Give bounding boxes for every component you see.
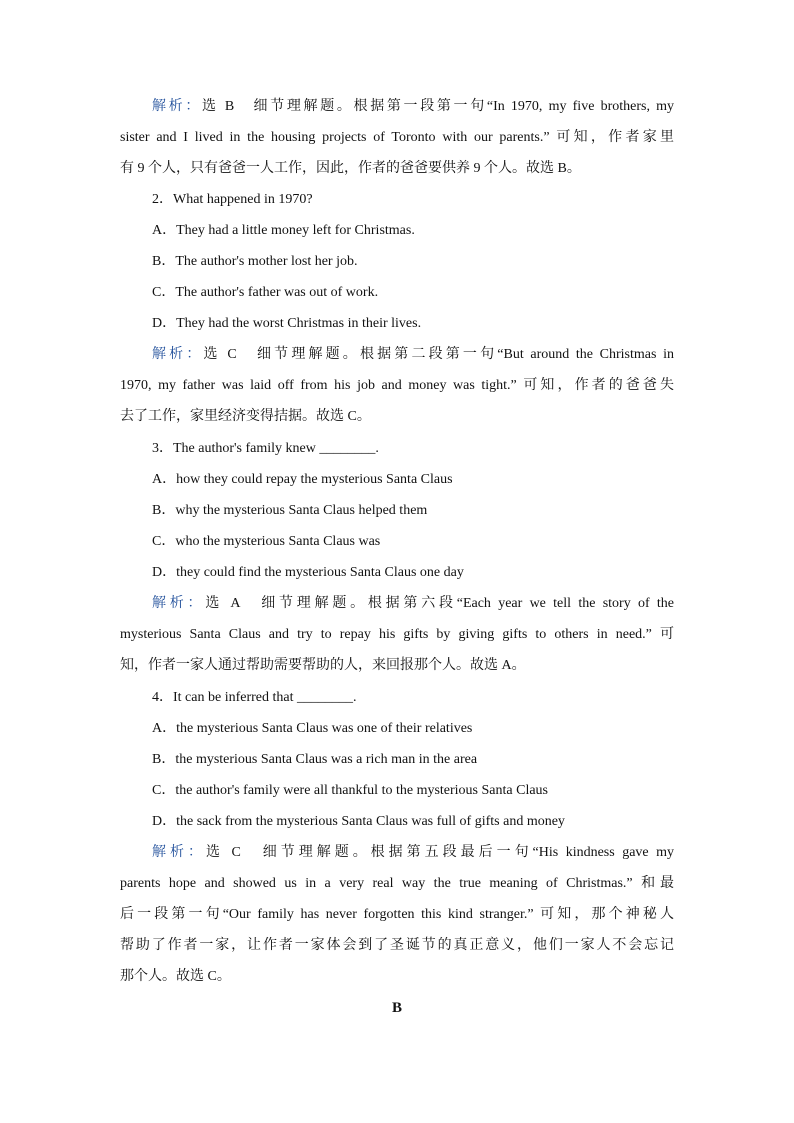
q3-stem: 3．The author's family knew ________. bbox=[152, 441, 379, 456]
q2-option-a: A．They had a little money left for Christmas. bbox=[152, 223, 415, 238]
q4-option-a: A．the mysterious Santa Claus was one of their relatives bbox=[152, 721, 473, 736]
q4-option-d: D．the sack from the mysterious Santa Claus was full of gifts and money bbox=[152, 814, 565, 829]
q4-option-c: C．the author's family were all thankful to the mysterious Santa Claus bbox=[152, 783, 548, 798]
q3-option-d: D．they could find the mysterious Santa Claus one day bbox=[152, 565, 464, 580]
q1-analysis-line-3: 有 9 个人，只有爸爸一人工作，因此，作者的爸爸要供养 9 个人。故选 B。 bbox=[120, 161, 581, 176]
q4-analysis-line-2: parents hope and showed us in a very real way the true meaning of Christmas.” 和最 bbox=[120, 876, 674, 891]
q2-option-d: D．They had the worst Christmas in their lives. bbox=[152, 316, 422, 331]
q3-option-b: B．why the mysterious Santa Claus helped them bbox=[152, 503, 428, 518]
q2-analysis-line-3: 去了工作，家里经济变得拮据。故选 C。 bbox=[120, 409, 371, 424]
q2-option-b: B．The author's mother lost her job. bbox=[152, 254, 358, 269]
q2-analysis-line-1: 解析：选 C 细节理解题。根据第二段第一句“But around the Christmas in bbox=[152, 347, 675, 362]
q2-option-c: C．The author's father was out of work. bbox=[152, 285, 379, 300]
q4-analysis-line-1: 解析：选 C 细节理解题。根据第五段最后一句“His kindness gave my bbox=[152, 845, 674, 860]
analysis-label: 解析： bbox=[152, 845, 206, 860]
q1-analysis-line-1: 解析：选 B 细节理解题。根据第一段第一句“In 1970, my five brothers, my bbox=[152, 99, 675, 114]
analysis-label: 解析： bbox=[152, 596, 206, 611]
q4-option-b: B．the mysterious Santa Claus was a rich man in the area bbox=[152, 752, 478, 767]
q4-analysis-line-4: 帮助了作者一家，让作者一家体会到了圣诞节的真正意义，他们一家人不会忘记 bbox=[120, 938, 674, 953]
q4-analysis-line-3: 后一段第一句“Our family has never forgotten this kind stranger.” 可知，那个神秘人 bbox=[120, 907, 674, 922]
q4-stem: 4．It can be inferred that ________. bbox=[152, 690, 357, 705]
q2-analysis-line-2: 1970, my father was laid off from his job and money was tight.” 可知，作者的爸爸失 bbox=[120, 378, 674, 393]
analysis-label: 解析： bbox=[152, 99, 203, 114]
q3-analysis-line-2: mysterious Santa Claus and try to repay his gifts by giving gifts to others in need.” 可 bbox=[120, 627, 674, 642]
q3-analysis-line-3: 知，作者一家人通过帮助需要帮助的人，来回报那个人。故选 A。 bbox=[120, 658, 526, 673]
q4-analysis-line-5: 那个人。故选 C。 bbox=[120, 969, 231, 984]
analysis-label: 解析： bbox=[152, 347, 204, 362]
q1-analysis-line-2: sister and I lived in the housing projects of Toronto with our parents.” 可知，作者家里 bbox=[120, 130, 674, 145]
q3-option-c: C．who the mysterious Santa Claus was bbox=[152, 534, 381, 549]
section-heading: B bbox=[391, 1000, 402, 1016]
q3-option-a: A．how they could repay the mysterious Santa Claus bbox=[152, 472, 453, 487]
q3-analysis-line-1: 解析：选 A 细节理解题。根据第六段“Each year we tell the story of the bbox=[152, 596, 675, 611]
q2-stem: 2．What happened in 1970? bbox=[152, 192, 313, 207]
